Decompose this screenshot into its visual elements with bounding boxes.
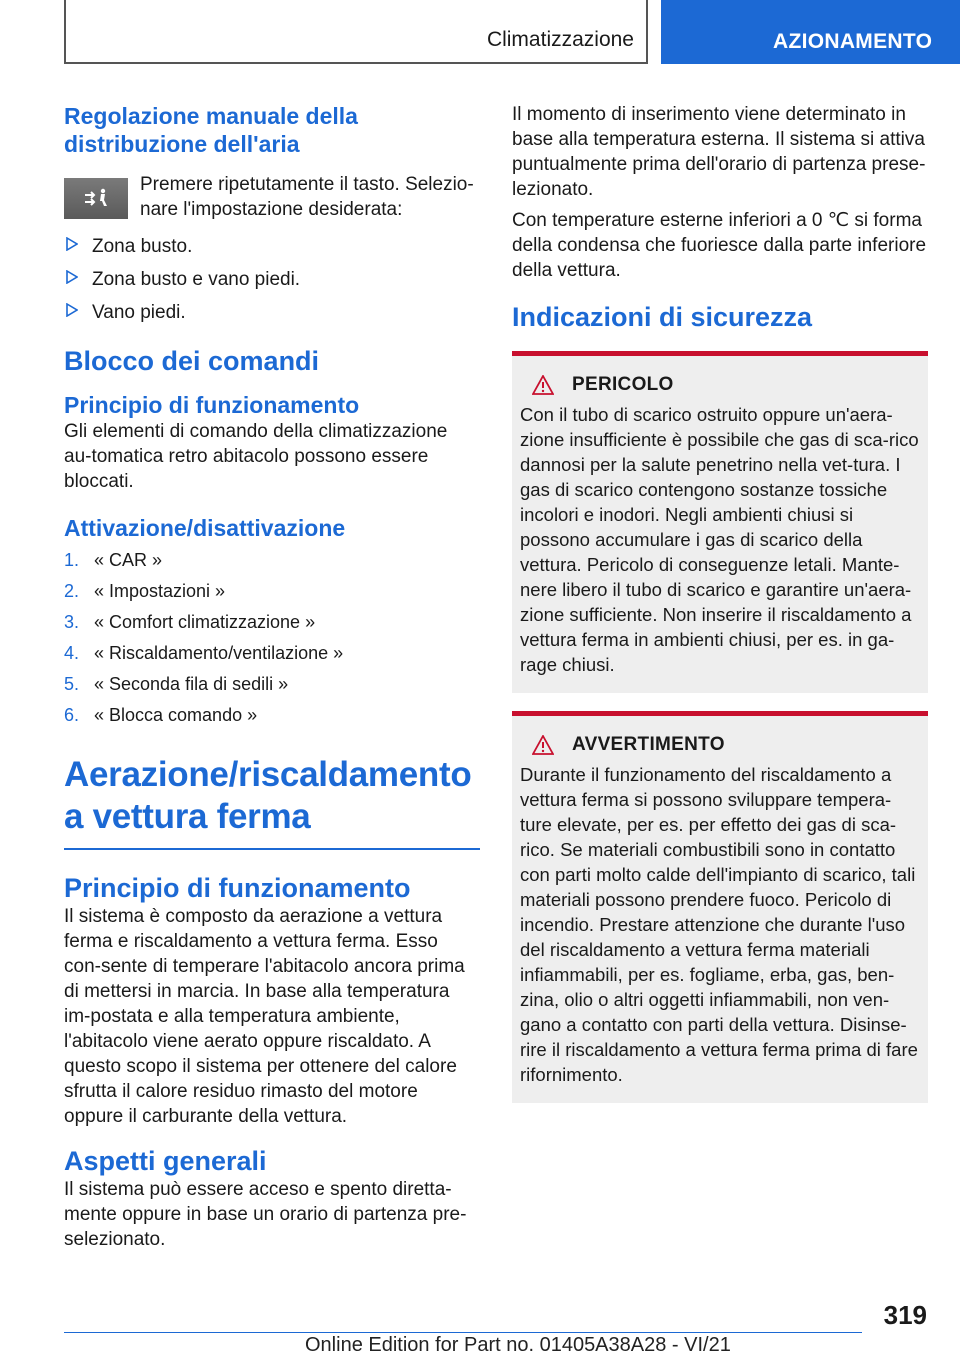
list-item: Vano piedi. [64, 300, 480, 325]
step-item: 2. « Impostazioni » [64, 581, 226, 601]
section-tab: AZIONAMENTO [661, 0, 960, 64]
general-text: Il sistema può essere acceso e spento diretta-mente oppure in base un orario di partenza pre-selezionato. [64, 1179, 467, 1250]
warning-title: AVVERTIMENTO [572, 734, 725, 755]
warning-header [520, 734, 920, 756]
safety-heading: Indicazioni di sicurezza [512, 302, 813, 332]
main-heading: Aerazione/riscaldamento a vettura ferma [64, 755, 472, 836]
chapter-title: Climatizzazione [486, 28, 634, 51]
warning-box [512, 711, 928, 1103]
footer-rule [64, 1332, 862, 1333]
step-item: 4. « Riscaldamento/ventilazione » [64, 643, 344, 663]
intro-text-1: Il momento di inserimento viene determinato in base alla temperatura esterna. Il sistema si attiva puntualmente prima dell'orario di partenza prese-lezionato. [512, 104, 926, 200]
chapter-header-box [64, 0, 648, 64]
step-item: 5. « Seconda fila di sedili » [64, 674, 289, 694]
triangle-bullet-icon [66, 303, 78, 317]
air-distribution-button-icon [64, 178, 128, 219]
step-item: 6. « Blocca comando » [64, 705, 258, 725]
danger-text: Con il tubo di scarico ostruito oppure un'aera-zione insufficiente è possibile che gas di sca-rico dannosi per la salute penetrino nella vet-tura. I gas di scarico contengono sostanze tossiche incolori e inodori. Negli ambienti chiusi si possono accumulare i gas di scarico della vettura. Pericolo di conseguenze letali. Mante-nere libero il tubo di scarico e garantire un'aera-zione sufficiente. Non inserire il riscaldamento a vettura ferma in ambienti chiusi, per es. in ga-rage chiusi. [520, 404, 919, 675]
triangle-bullet-icon [66, 237, 78, 251]
list-item: Zona busto. [64, 234, 480, 259]
step-item: 3. « Comfort climatizzazione » [64, 612, 316, 632]
danger-header [520, 374, 920, 396]
warning-text: Durante il funzionamento del riscaldamento a vettura ferma si possono sviluppare tempera-ture elevate, per es. per effetto dei gas di sca-rico. Se materiali combustibili sono in contatto con parti molto calde dell'impianto di scarico, tali materiali possono prendere fuoco. Pericolo di incendio. Prestare attenzione che durante l'uso del riscaldamento a vettura ferma materiali infiammabili, per es. fogliame, erba, gas, ben-zina, olio o altri oggetti infiammabili, non ven-gano a contatto con parti della vettura. Disinse-rire il riscaldamento a vettura ferma prima di fare rifornimento. [520, 764, 918, 1085]
intro-text-2: Con temperature esterne inferiori a 0 ℃ si forma della condensa che fuoriesce dalla parte inferiore della vettura. [512, 210, 927, 281]
danger-title: PERICOLO [572, 374, 674, 395]
manual-options-list [64, 234, 480, 325]
general-heading: Aspetti generali [64, 1146, 267, 1176]
left-column [64, 102, 480, 1252]
principle-text: Il sistema è composto da aerazione a vettura ferma e riscaldamento a vettura ferma. Esso con-sente di temperare l'abitacolo ancora prima di mettersi in marcia. In base alla temperatura im-postata e alla temperatura ambiente, l'abitacolo viene aerato oppure riscaldato. A questo scopo il sistema per ottenere del calore sfrutta il calore residuo rimasto del motore oppure il carburante della vettura. [64, 906, 465, 1127]
activation-steps [64, 548, 480, 728]
warning-triangle-icon [532, 375, 554, 395]
footer-edition: Online Edition for Part no. 01405A38A28 - VI/21 [305, 1334, 731, 1356]
warning-triangle-icon [532, 735, 554, 755]
activation-heading: Attivazione/disattivazione [64, 515, 346, 541]
step-item: 1. « CAR » [64, 550, 163, 570]
page-number: 319 [883, 1300, 927, 1330]
right-column [512, 102, 928, 1103]
lock-principle-heading: Principio di funzionamento [64, 392, 360, 418]
lock-heading: Blocco dei comandi [64, 346, 320, 376]
manual-instruction [64, 172, 480, 222]
lock-principle-text: Gli elementi di comando della climatizzazione au-tomatica retro abitacolo possono essere bloccati. [64, 421, 448, 492]
manual-distribution-heading: Regolazione manuale della distribuzione dell'aria [64, 103, 358, 157]
heading-rule [64, 848, 480, 850]
principle-heading: Principio di funzionamento [64, 873, 411, 903]
danger-box [512, 351, 928, 693]
list-item: Zona busto e vano piedi. [64, 267, 480, 292]
triangle-bullet-icon [66, 270, 78, 284]
manual-instruction-text: Premere ripetutamente il tasto. Selezio-nare l'impostazione desiderata: [140, 174, 474, 220]
